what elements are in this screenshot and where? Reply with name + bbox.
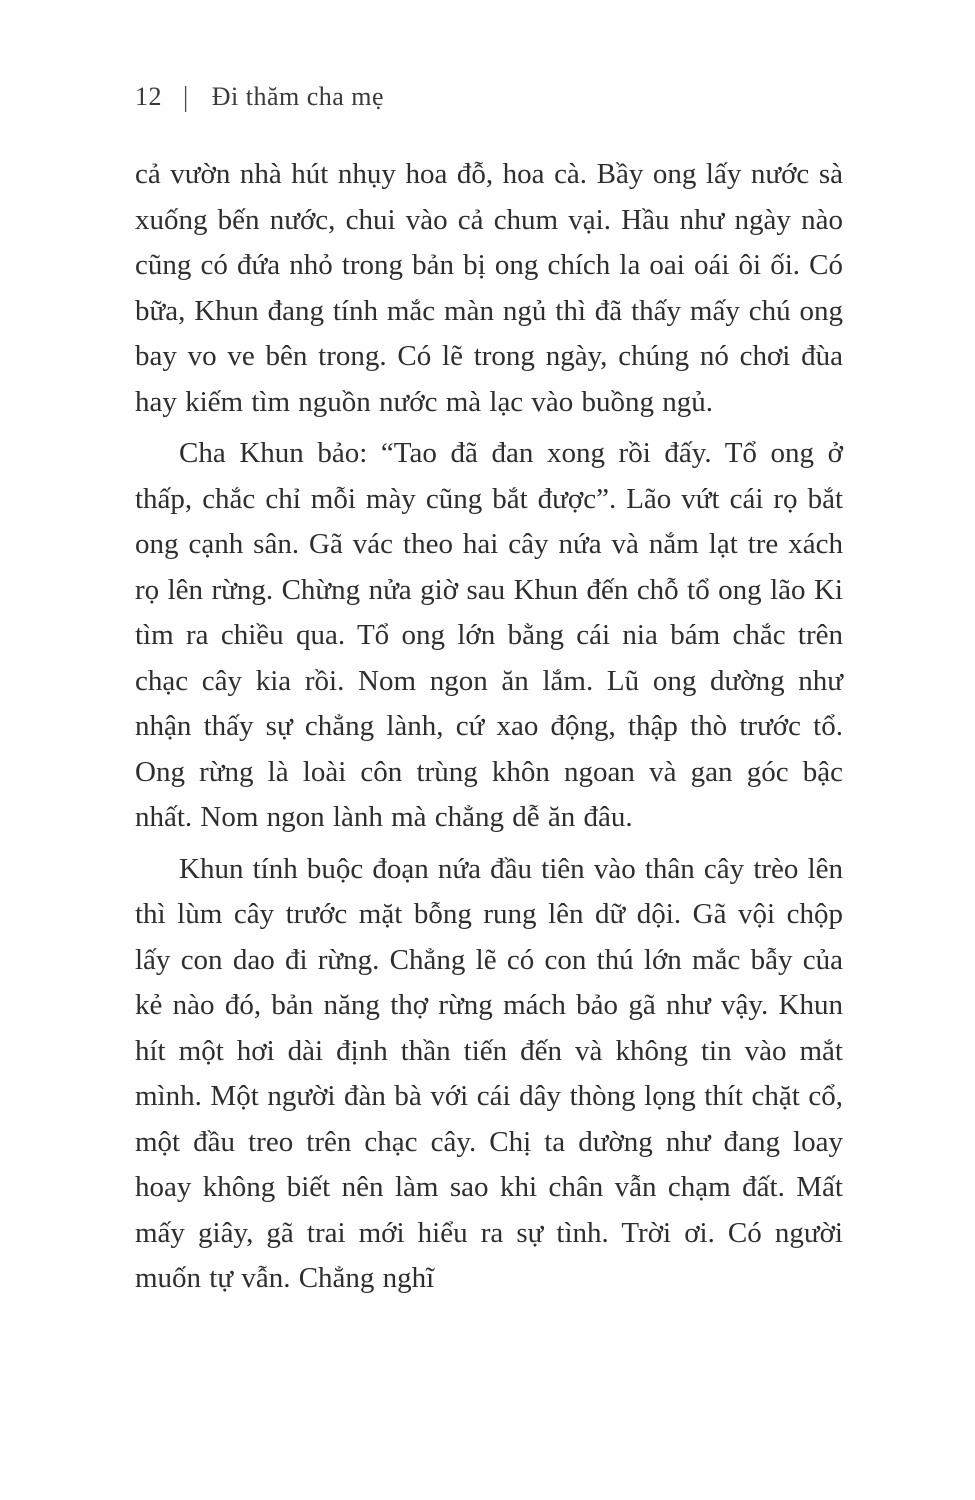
- running-title: Đi thăm cha mẹ: [211, 82, 385, 111]
- paragraph-3: Khun tính buộc đoạn nứa đầu tiên vào thân cây trèo lên thì lùm cây trước mặt bỗng rung lên dữ dội. Gã vội chộp lấy con dao đi rừng. Chẳng lẽ có con thú lớn mắc bẫy của kẻ nào đó, bản năng thợ rừng mách bảo gã như vậy. Khun hít một hơi dài định thần tiến đến và không tin vào mắt mình. Một người đàn bà với cái dây thòng lọng thít chặt cổ, một đầu treo trên chạc cây. Chị ta dường như đang loay hoay không biết nên làm sao khi chân vẫn chạm đất. Mất mấy giây, gã trai mới hiểu ra sự tình. Trời ơi. Có người muốn tự vẫn. Chẳng nghĩ: [135, 852, 843, 1294]
- page-body: [135, 152, 843, 1302]
- paragraph-1: cả vườn nhà hút nhụy hoa đỗ, hoa cà. Bầy ong lấy nước sà xuống bến nước, chui vào cả chum vại. Hầu như ngày nào cũng có đứa nhỏ trong bản bị ong chích la oai oái ôi ối. Có bữa, Khun đang tính mắc màn ngủ thì đã thấy mấy chú ong bay vo ve bên trong. Có lẽ trong ngày, chúng nó chơi đùa hay kiếm tìm nguồn nước mà lạc vào buồng ngủ.: [135, 158, 843, 418]
- header-separator: |: [183, 80, 189, 113]
- page-number: 12: [135, 82, 162, 111]
- page-header: [135, 82, 843, 112]
- paragraph-2: Cha Khun bảo: “Tao đã đan xong rồi đấy. Tổ ong ở thấp, chắc chỉ mỗi mày cũng bắt được”. Lão vứt cái rọ bắt ong cạnh sân. Gã vác theo hai cây nứa và nắm lạt tre xách rọ lên rừng. Chừng nửa giờ sau Khun đến chỗ tổ ong lão Ki tìm ra chiều qua. Tổ ong lớn bằng cái nia bám chắc trên chạc cây kia rồi. Nom ngon ăn lắm. Lũ ong dường như nhận thấy sự chẳng lành, cứ xao động, thập thò trước tổ. Ong rừng là loài côn trùng khôn ngoan và gan góc bậc nhất. Nom ngon lành mà chẳng dễ ăn đâu.: [135, 437, 843, 833]
